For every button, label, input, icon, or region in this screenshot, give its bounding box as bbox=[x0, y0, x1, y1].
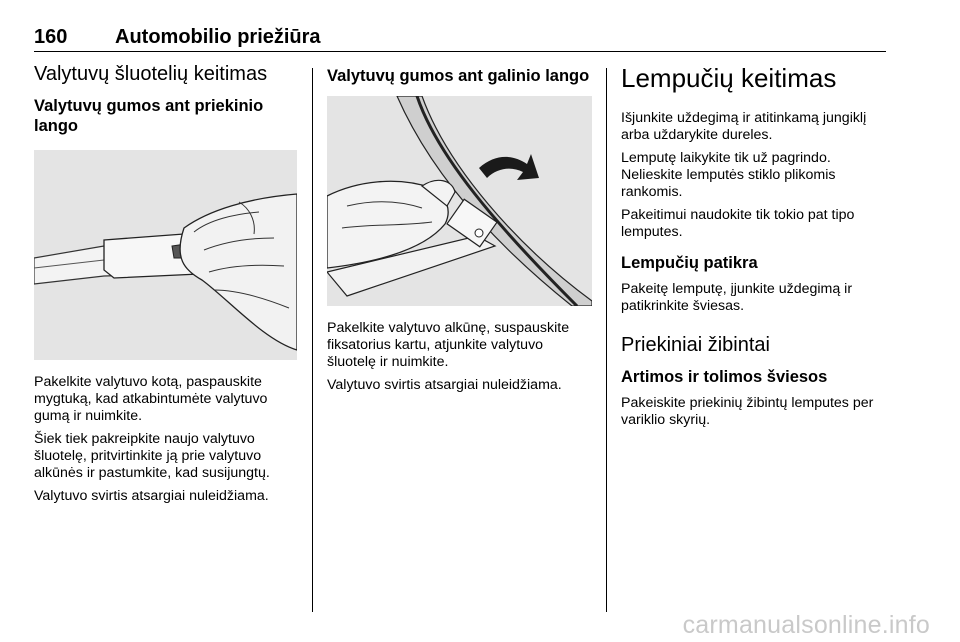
column-rear-wiper bbox=[327, 62, 593, 400]
subtitle-beams: Artimos ir tolimos šviesos bbox=[621, 368, 828, 386]
front-wiper-illustration bbox=[34, 150, 297, 360]
column-front-wiper bbox=[34, 62, 304, 511]
page-number: 160 bbox=[34, 26, 68, 48]
watermark: carmanualsonline.info bbox=[682, 611, 930, 639]
section-title-wiper-blades: Valytuvų šluotelių keitimas bbox=[34, 63, 268, 85]
paragraph: Valytuvo svirtis atsargiai nuleidžiama. bbox=[327, 377, 562, 393]
subtitle-rear-window: Valytuvų gumos ant galinio lango bbox=[327, 67, 590, 85]
paragraph: Šiek tiek pakreipkite naujo valytuvo šluotelę, pritvirtinkite ją prie valytuvo alkūnės ir pastumkite, kad susijungtų. bbox=[34, 431, 270, 481]
column-divider bbox=[606, 68, 607, 612]
subtitle-bulb-check: Lempučių patikra bbox=[621, 254, 758, 272]
subtitle-front-window: Valytuvų gumos ant priekinio lango bbox=[34, 97, 264, 135]
column-bulbs bbox=[621, 62, 889, 435]
bulb-intro bbox=[621, 110, 889, 241]
paragraph: Pakelkite valytuvo alkūnę, suspauskite fiksatorius kartu, atjunkite valytuvo šluotelę ir nuimkite. bbox=[327, 320, 570, 370]
column-divider bbox=[312, 68, 313, 612]
rear-wiper-instructions bbox=[327, 320, 593, 394]
chapter-title: Automobilio priežiūra bbox=[115, 26, 321, 48]
paragraph: Lemputę laikykite tik už pagrindo. Nelieskite lemputės stiklo plikomis rankomis. bbox=[621, 150, 836, 200]
paragraph: Pakeiskite priekinių žibintų lemputes per variklio skyrių. bbox=[621, 395, 874, 428]
front-wiper-instructions bbox=[34, 374, 304, 505]
paragraph: Pakeitimui naudokite tik tokio pat tipo lemputes. bbox=[621, 207, 855, 240]
paragraph: Pakelkite valytuvo kotą, paspauskite mygtuką, kad atkabintumėte valytuvo gumą ir nuimkite. bbox=[34, 374, 268, 424]
paragraph: Išjunkite uždegimą ir atitinkamą jungiklį arba uždarykite dureles. bbox=[621, 110, 867, 143]
paragraph: Pakeitę lemputę, įjunkite uždegimą ir patikrinkite šviesas. bbox=[621, 281, 853, 314]
section-title-headlights: Priekiniai žibintai bbox=[621, 334, 770, 356]
page-header bbox=[34, 26, 886, 50]
header-rule bbox=[34, 51, 886, 52]
rear-wiper-illustration bbox=[327, 96, 592, 306]
paragraph: Valytuvo svirtis atsargiai nuleidžiama. bbox=[34, 488, 269, 504]
section-title-bulb-replacement: Lempučių keitimas bbox=[621, 63, 837, 93]
